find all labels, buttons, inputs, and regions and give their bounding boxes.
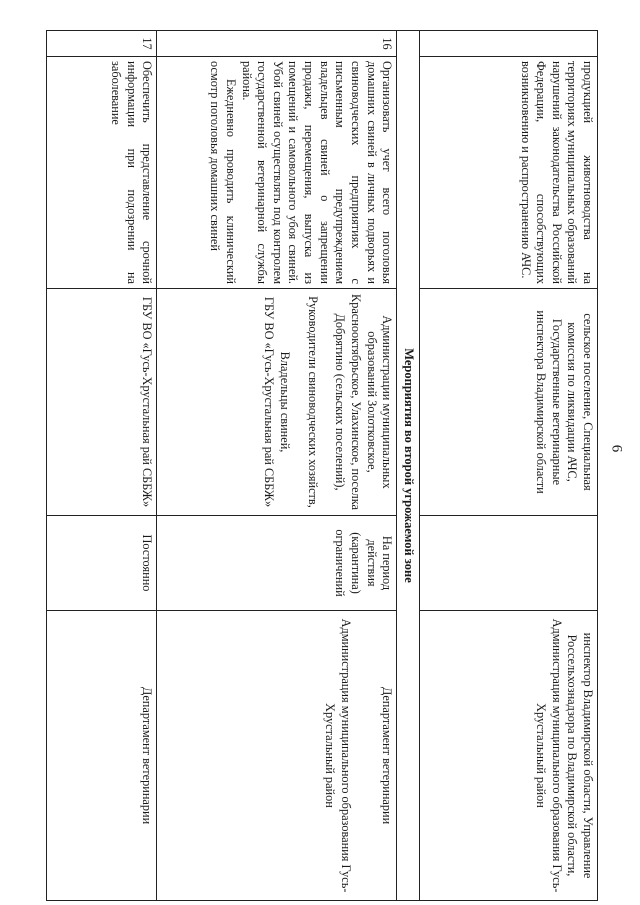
control-paragraph: Департамент ветеринарии bbox=[380, 686, 395, 825]
table-row bbox=[47, 31, 157, 901]
section-title: Мероприятия во второй угрожаемой зоне bbox=[397, 31, 420, 901]
executor-paragraph: Администрации муниципальных образований Золотковское, Красноoктябрьское, Улахинское, поселка Добрятино (сельских поселений), bbox=[333, 294, 395, 510]
control-cell bbox=[157, 611, 397, 901]
executor-paragraph: Владельцы свиней, bbox=[278, 351, 293, 453]
table-row bbox=[157, 31, 397, 901]
row-number bbox=[420, 31, 598, 57]
executor-cell: сельское поселение, Специальная комиссия по ликвидации АЧС, Государственные ветеринарные инспектора Владимирской области bbox=[420, 289, 598, 516]
measure-cell: Обеспечить представление срочной информации при подозрении на заболевание bbox=[47, 57, 157, 289]
term-cell bbox=[420, 516, 598, 611]
control-cell: инспектор Владимирской области, Управление Россельхознадзора по Владимирской области, Администрация муниципального образования Гусь-Хрустальный район bbox=[420, 611, 598, 901]
rotated-sheet bbox=[43, 30, 598, 900]
executor-cell bbox=[157, 289, 397, 516]
executor-paragraph: Руководители свиноводческих хозяйств, bbox=[305, 296, 320, 508]
control-paragraph: Администрация муниципального образования Гусь-Хрустальный район bbox=[322, 618, 353, 893]
page-number: 6 bbox=[608, 444, 625, 453]
row-number: 17 bbox=[47, 31, 157, 57]
measure-cell: продукцией животноводства на территориях муниципальных образований нарушений законодательства Российской Федерации, способствующих возникновению и распространению АЧС. bbox=[420, 57, 598, 289]
measure-paragraph: Организовать учет всего поголовья домашних свиней в личных подворьях и свиноводческих предприятиях с письменным предупреждением владельцев свиней о запрещении продажи, перемещения, выпуска из помещений и самовольного убоя свиней. Убой свиней осуществлять под контролем государственной ветеринарной службы района. bbox=[239, 61, 395, 284]
executor-cell: ГБУ ВО «Гусь-Хрустальная рай СББЖ» bbox=[47, 289, 157, 516]
table-row bbox=[420, 31, 598, 901]
measure-paragraph: Ежедневно проводить клинический осмотр поголовья домашних свиней bbox=[208, 61, 239, 284]
executor-paragraph: ГБУ ВО «Гусь-Хрустальная рай СББЖ» bbox=[262, 296, 277, 508]
term-cell: Постоянно bbox=[47, 516, 157, 611]
control-cell: Департамент ветеринарии bbox=[47, 611, 157, 901]
section-header-row bbox=[397, 31, 420, 901]
measures-table bbox=[46, 30, 598, 901]
term-cell: На период действия (карантина) ограничений bbox=[157, 516, 397, 611]
row-number: 16 bbox=[157, 31, 397, 57]
measure-cell bbox=[157, 57, 397, 289]
